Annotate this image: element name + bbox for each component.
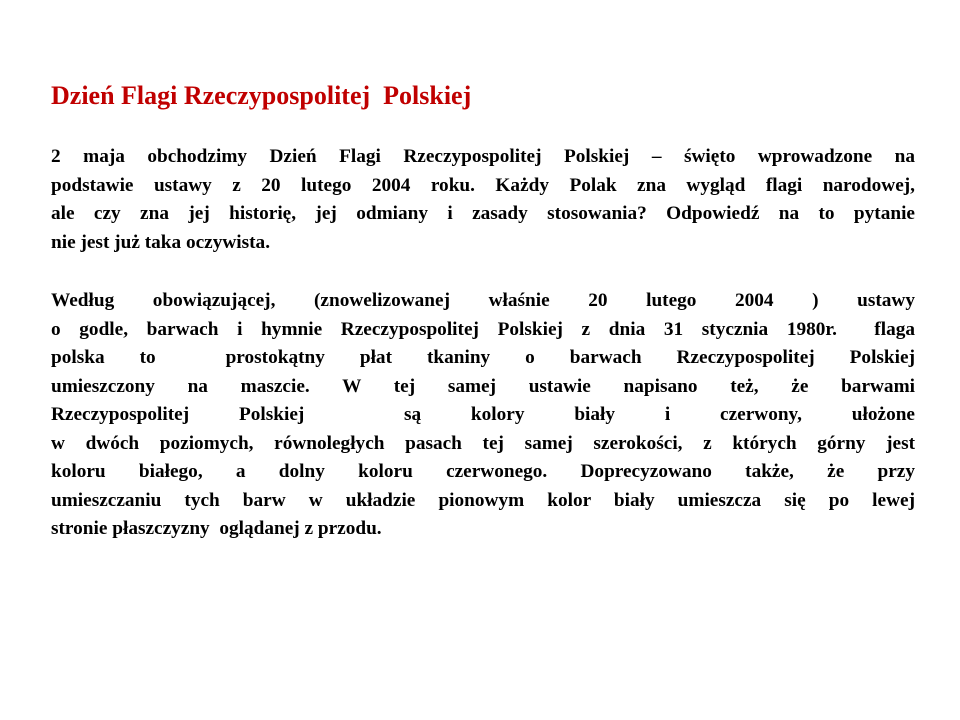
paragraph-line: o godle, barwach i hymnie Rzeczypospolitej Polskiej z dnia 31 stycznia 1980r. flaga (51, 318, 915, 340)
paragraph-gap (51, 257, 915, 287)
slide-body (51, 143, 915, 544)
paragraph-line: w dwóch poziomych, równoległych pasach tej samej szerokości, z których górny jest (51, 432, 915, 454)
paragraph-line: polska to prostokątny płat tkaniny o barwach Rzeczypospolitej Polskiej (51, 347, 915, 368)
paragraph-line: nie jest już taka oczywista. (51, 231, 271, 253)
paragraph-line: Według obowiązującej, (znowelizowanej właśnie 20 lutego 2004 ) ustawy (51, 290, 915, 311)
paragraph-line: 2 maja obchodzimy Dzień Flagi Rzeczypospolitej Polskiej – święto wprowadzone na (51, 146, 915, 167)
paragraph-line: umieszczaniu tych barw w układzie pionowym kolor biały umieszcza się po lewej (51, 489, 915, 511)
paragraph-law (51, 287, 915, 544)
paragraph-intro (51, 143, 915, 257)
paragraph-line: ale czy zna jej historię, jej odmiany i zasady stosowania? Odpowiedź na to pytanie (51, 203, 915, 224)
paragraph-line: podstawie ustawy z 20 lutego 2004 roku. Każdy Polak zna wygląd flagi narodowej, (51, 174, 915, 196)
paragraph-line: umieszczony na maszcie. W tej samej ustawie napisano też, że barwami (51, 375, 915, 397)
paragraph-line: stronie płaszczyzny oglądanej z przodu. (51, 518, 382, 539)
paragraph-line: Rzeczypospolitej Polskiej są kolory biały i czerwony, ułożone (51, 404, 915, 425)
paragraph-line: koloru białego, a dolny koloru czerwonego. Doprecyzowano także, że przy (51, 461, 915, 482)
slide-title: Dzień Flagi Rzeczypospolitej Polskiej (51, 81, 472, 110)
